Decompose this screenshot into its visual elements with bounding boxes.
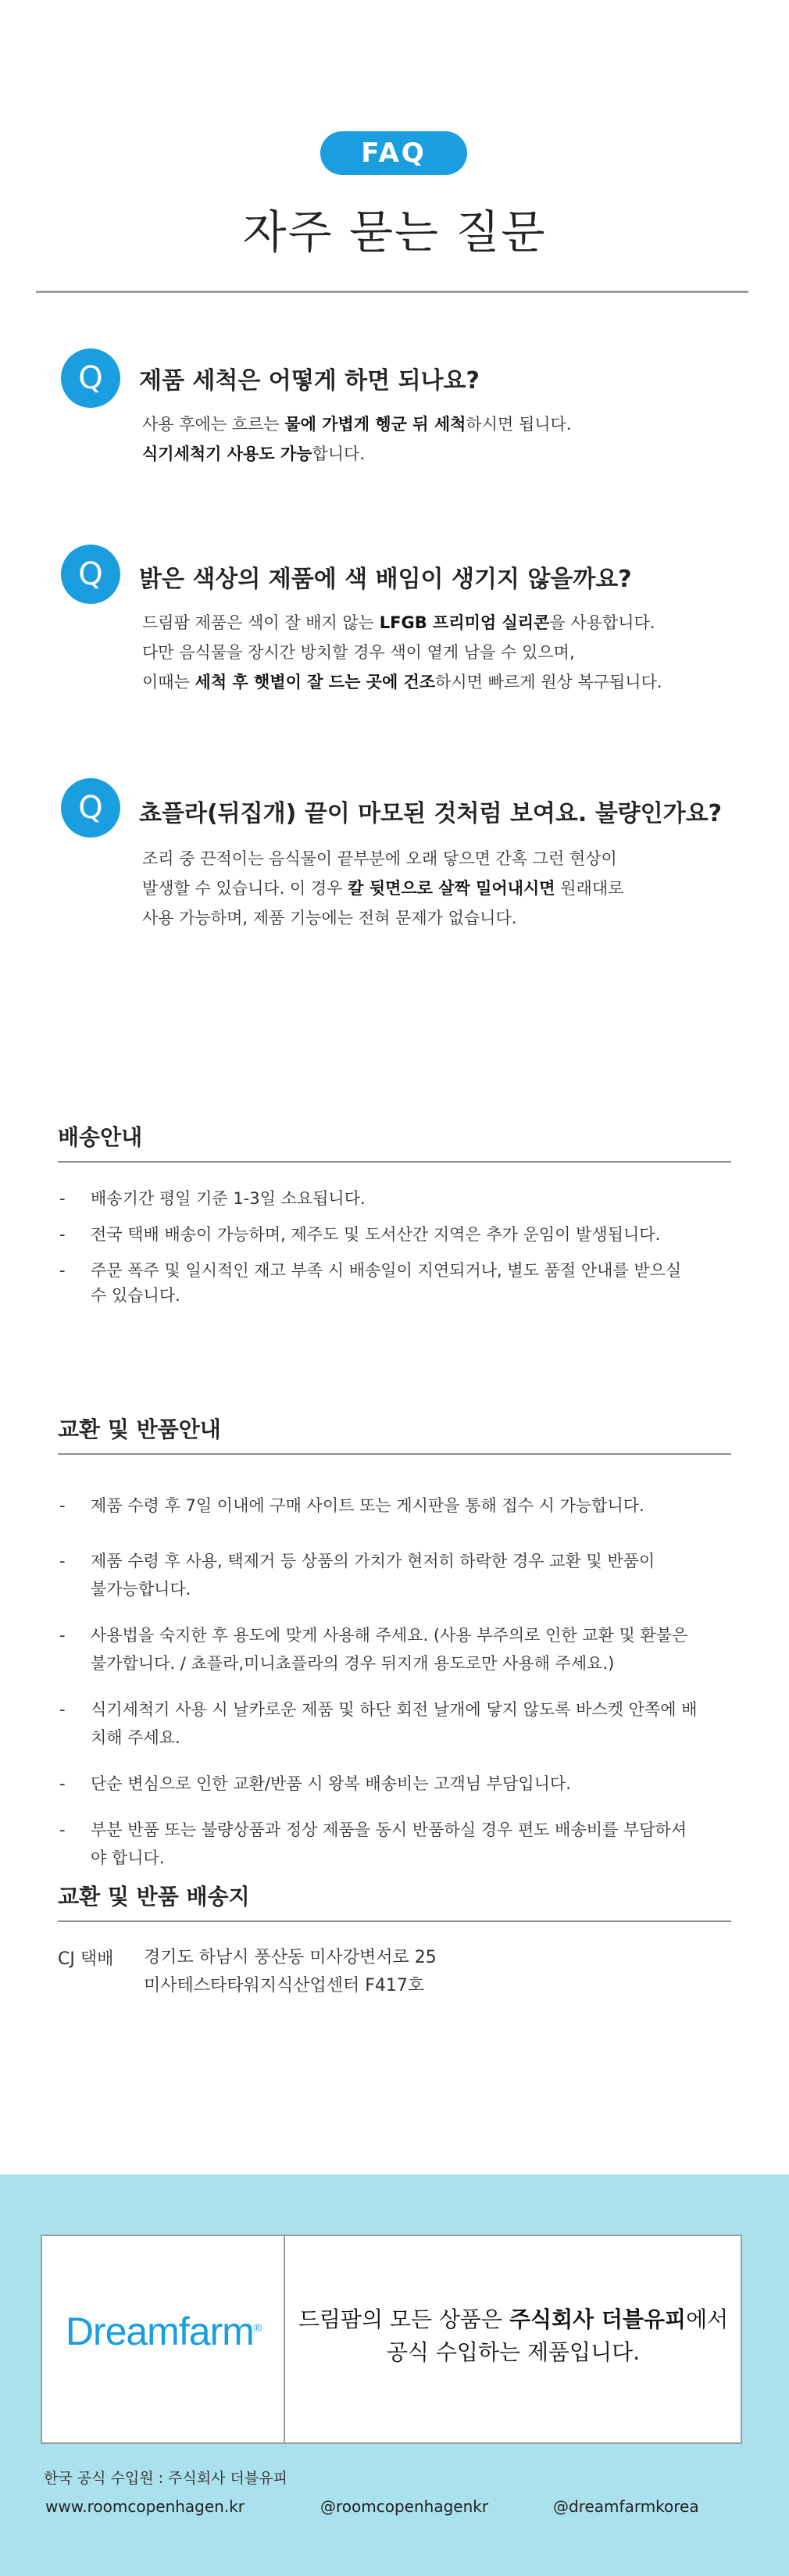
list-item: - 주문 폭주 및 일시적인 재고 부족 시 배송일이 지연되거나, 별도 품절 안내를 받으실 수 있습니다. bbox=[59, 1258, 739, 1308]
importer-text: 한국 공식 수입원 : 주식회사 더블유피 bbox=[44, 2470, 287, 2487]
returns-divider bbox=[58, 1453, 731, 1455]
shipping-heading: 배송안내 bbox=[58, 1124, 143, 1150]
shipping-divider bbox=[58, 1161, 731, 1163]
brand-statement bbox=[286, 2303, 741, 2369]
dash-bullet-icon: - bbox=[59, 1626, 66, 1645]
shipping-list bbox=[59, 1186, 739, 1319]
instagram-link-roomcopenhagen[interactable]: @roomcopenhagenkr bbox=[320, 2497, 489, 2516]
return-address bbox=[144, 1944, 437, 2000]
return-address-divider bbox=[58, 1920, 731, 1922]
faq-answer-line: 사용 가능하며, 제품 기능에는 전혀 문제가 없습니다. bbox=[142, 909, 517, 927]
faq-answer-line: 다만 음식물을 장시간 방치할 경우 색이 옅게 남을 수 있으며, bbox=[142, 643, 575, 662]
faq-question: 쵸플라(뒤집개) 끝이 마모된 것처럼 보여요. 불량인가요? bbox=[139, 800, 723, 827]
q-circle-icon: Q bbox=[61, 348, 120, 408]
faq-answer-line: 식기세척기 사용도 가능합니다. bbox=[142, 445, 366, 463]
list-item: - 사용법을 숙지한 후 용도에 맞게 사용해 주세요. (사용 부주의로 인한 교환 및 환불은 불가합니다. / 쵸플라,미니쵸플라의 경우 뒤지개 용도로만 사용해 주세요.) bbox=[59, 1621, 739, 1677]
dash-bullet-icon: - bbox=[59, 1552, 66, 1570]
website-link[interactable]: www.roomcopenhagen.kr bbox=[45, 2497, 245, 2516]
faq-answer bbox=[142, 608, 662, 697]
list-item: - 단순 변심으로 인한 교환/반품 시 왕복 배송비는 고객님 부담입니다. bbox=[59, 1770, 739, 1798]
brand-box-divider bbox=[284, 2236, 285, 2442]
dreamfarm-logo: Dreamfarm® bbox=[65, 2310, 262, 2353]
statement-line: 드림팜의 모든 상품은 주식회사 더블유피에서 bbox=[298, 2306, 729, 2332]
list-item: - 부분 반품 또는 불량상품과 정상 제품을 동시 반품하실 경우 편도 배송비를 부담하셔 야 합니다. bbox=[59, 1816, 739, 1872]
list-item: - 식기세척기 사용 시 날카로운 제품 및 하단 회전 날개에 닿지 않도록 바스켓 안쪽에 배 치해 주세요. bbox=[59, 1695, 739, 1752]
return-address-heading: 교환 및 반품 배송지 bbox=[58, 1884, 250, 1910]
address-line: 미사테스타타워지식산업센터 F417호 bbox=[144, 1976, 425, 1995]
courier-name: CJ 택배 bbox=[58, 1949, 114, 1969]
registered-mark: ® bbox=[253, 2321, 262, 2334]
faq-question: 밝은 색상의 제품에 색 배임이 생기지 않을까요? bbox=[139, 566, 632, 593]
dash-bullet-icon: - bbox=[59, 1496, 66, 1515]
list-item: - 제품 수령 후 사용, 택제거 등 상품의 가치가 현저히 하락한 경우 교환 및 반품이 불가능합니다. bbox=[59, 1547, 739, 1603]
faq-answer-line: 이때는 세척 후 햇볕이 잘 드는 곳에 건조하시면 빠르게 원상 복구됩니다. bbox=[142, 673, 662, 691]
list-item: - 전국 택배 배송이 가능하며, 제주도 및 도서산간 지역은 추가 운임이 발생됩니다. bbox=[59, 1222, 739, 1247]
dash-bullet-icon: - bbox=[59, 1261, 66, 1280]
faq-answer bbox=[142, 844, 623, 933]
header-divider bbox=[36, 291, 748, 293]
faq-answer-line: 발생할 수 있습니다. 이 경우 칼 뒷면으로 살짝 밀어내시면 원래대로 bbox=[142, 879, 624, 898]
list-item: - 제품 수령 후 7일 이내에 구매 사이트 또는 게시판을 통해 접수 시 가능합니다. bbox=[59, 1492, 739, 1520]
page-title: 자주 묻는 질문 bbox=[242, 205, 547, 259]
faq-badge: FAQ bbox=[320, 131, 467, 175]
faq-answer-line: 드림팜 제품은 색이 잘 배지 않는 LFGB 프리미엄 실리콘을 사용합니다. bbox=[142, 613, 655, 632]
instagram-link-dreamfarm[interactable]: @dreamfarmkorea bbox=[553, 2497, 699, 2516]
faq-answer-line: 사용 후에는 흐르는 물에 가볍게 헹군 뒤 세척하시면 됩니다. bbox=[142, 415, 572, 434]
statement-line: 공식 수입하는 제품입니다. bbox=[386, 2339, 641, 2365]
dash-bullet-icon: - bbox=[59, 1189, 66, 1208]
address-line: 경기도 하남시 풍산동 미사강변서로 25 bbox=[144, 1948, 437, 1967]
faq-question: 제품 세척은 어떻게 하면 되나요? bbox=[139, 367, 480, 395]
q-circle-icon: Q bbox=[61, 545, 120, 604]
returns-heading: 교환 및 반품안내 bbox=[58, 1417, 221, 1442]
dash-bullet-icon: - bbox=[59, 1225, 66, 1244]
list-item: - 배송기간 평일 기준 1-3일 소요됩니다. bbox=[59, 1186, 739, 1211]
faq-answer bbox=[142, 409, 572, 469]
dash-bullet-icon: - bbox=[59, 1774, 66, 1793]
dash-bullet-icon: - bbox=[59, 1820, 66, 1839]
returns-list bbox=[59, 1477, 739, 1890]
q-circle-icon: Q bbox=[61, 778, 120, 838]
dash-bullet-icon: - bbox=[59, 1700, 66, 1719]
faq-answer-line: 조리 중 끈적이는 음식물이 끝부분에 오래 닿으면 간혹 그런 현상이 bbox=[142, 849, 617, 868]
